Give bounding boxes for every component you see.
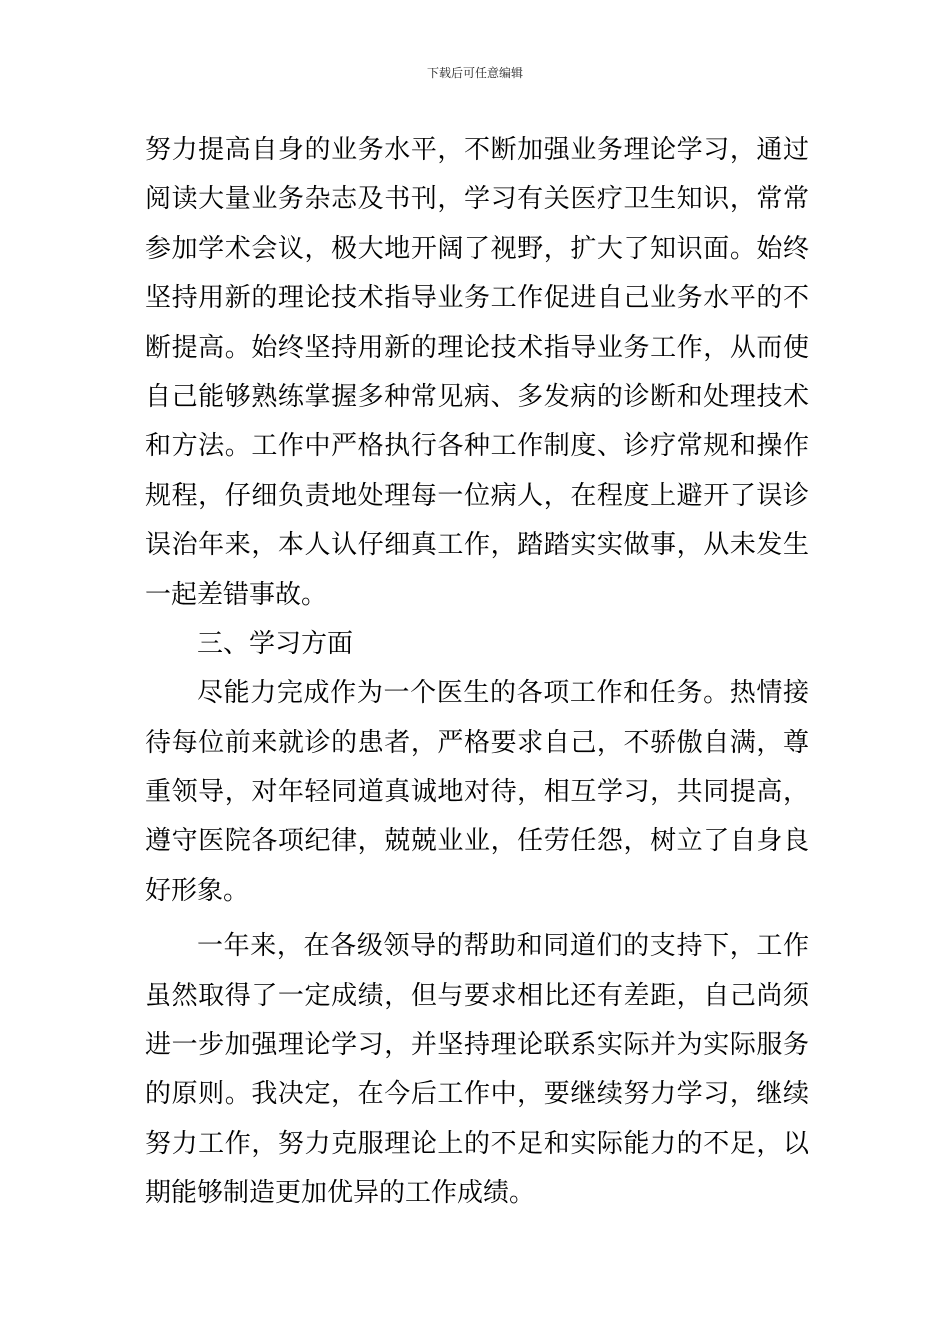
text-line: 规程，仔细负责地处理每一位病人，在程度上避开了误诊 xyxy=(145,480,809,511)
page-header: 下载后可任意编辑 xyxy=(426,66,523,80)
text-line: 参加学术会议，极大地开阔了视野，扩大了知识面。始终 xyxy=(145,233,809,264)
text-line: 一起差错事故。 xyxy=(145,579,328,610)
paragraph-3 xyxy=(145,669,809,916)
text-line: 的原则。我决定，在今后工作中，要继续努力学习，继续 xyxy=(145,1079,809,1110)
document-body xyxy=(145,126,809,1219)
text-line: 期能够制造更加优异的工作成绩。 xyxy=(145,1178,536,1209)
text-line: 断提高。始终坚持用新的理论技术指导业务工作，从而使 xyxy=(145,332,809,363)
paragraph-1 xyxy=(145,126,809,620)
text-line: 努力提高自身的业务水平，不断加强业务理论学习，通过 xyxy=(145,135,809,165)
text-line: 坚持用新的理论技术指导业务工作促进自己业务水平的不 xyxy=(145,283,809,314)
paragraph-4 xyxy=(145,922,809,1218)
text-line: 和方法。工作中严格执行各种工作制度、诊疗常规和操作 xyxy=(145,431,809,462)
text-line: 待每位前来就诊的患者，严格要求自己，不骄傲自满，尊 xyxy=(145,727,809,758)
text-line: 阅读大量业务杂志及书刊，学习有关医疗卫生知识，常常 xyxy=(145,184,809,215)
text-line: 努力工作，努力克服理论上的不足和实际能力的不足，以 xyxy=(145,1128,809,1159)
section-heading xyxy=(145,620,809,669)
text-line: 尽能力完成作为一个医生的各项工作和任务。热情接 xyxy=(197,678,809,709)
text-line: 遵守医院各项纪律，兢兢业业，任劳任怨，树立了自身良 xyxy=(145,826,809,857)
text-line: 自己能够熟练掌握多种常见病、多发病的诊断和处理技术 xyxy=(145,381,809,412)
text-line: 虽然取得了一定成绩，但与要求相比还有差距，自己尚须 xyxy=(145,980,809,1011)
text-line: 进一步加强理论学习，并坚持理论联系实际并为实际服务 xyxy=(145,1030,809,1061)
text-line: 好形象。 xyxy=(145,875,250,906)
text-line: 重领导，对年轻同道真诚地对待，相互学习，共同提高， xyxy=(145,777,809,808)
section-heading-text: 三、学习方面 xyxy=(197,628,354,659)
text-line: 一年来，在各级领导的帮助和同道们的支持下，工作 xyxy=(197,931,809,962)
text-line: 误治年来，本人认仔细真工作，踏踏实实做事，从未发生 xyxy=(145,530,809,561)
